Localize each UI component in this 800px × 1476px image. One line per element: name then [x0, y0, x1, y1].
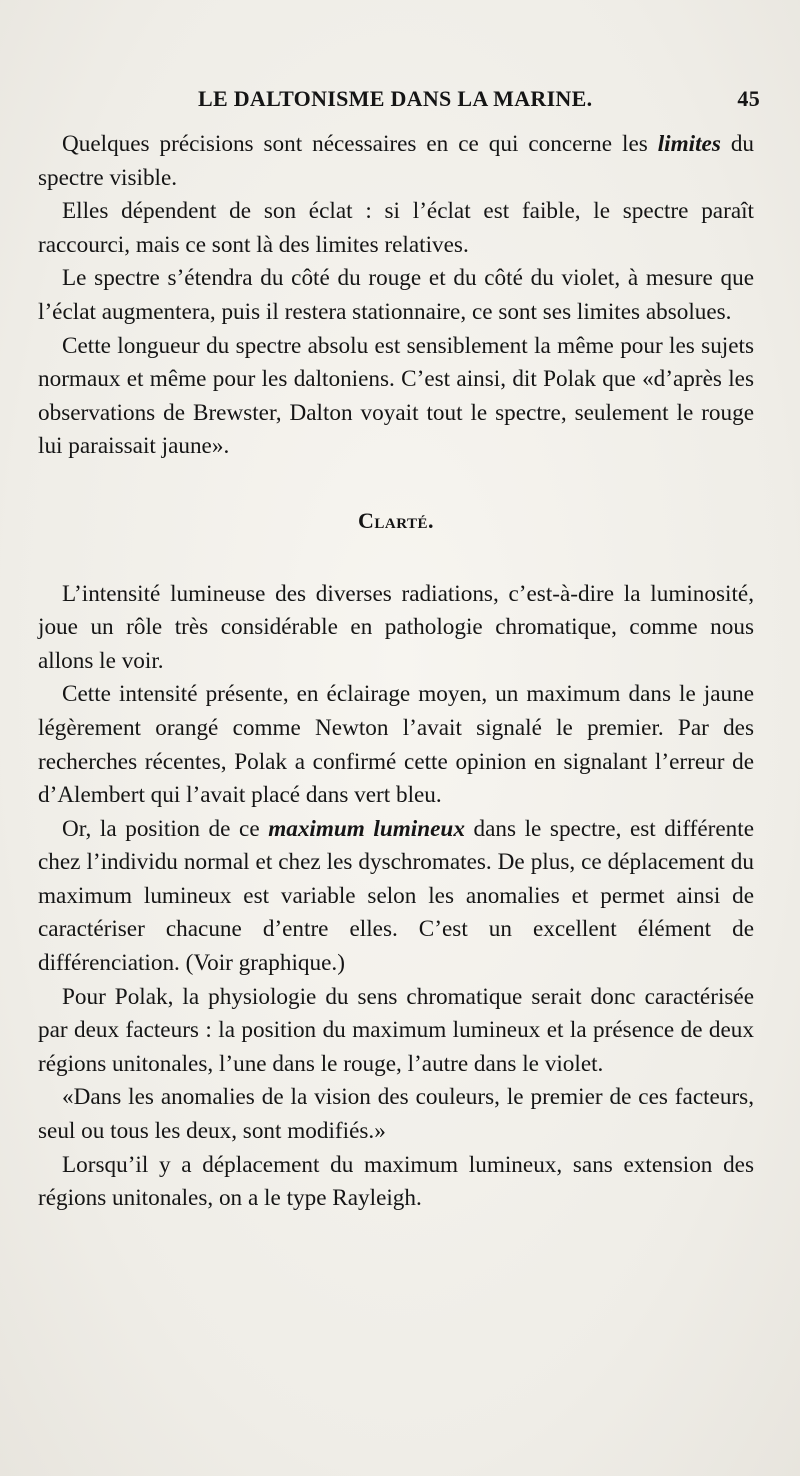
section-heading: Clarté. [357, 507, 435, 533]
paragraph-eclat: Elles dépendent de son éclat : si l’éclat est faible, le spectre paraît raccourci, mais ce sont là des limites relatives. [38, 198, 754, 258]
running-title: LE DALTONISME DANS LA MARINE. [198, 86, 593, 111]
paragraph-polak-facteurs: Pour Polak, la physiologie du sens chromatique serait donc caractérisée par deux facteurs : la position du maximum lumineux et la présence de deux régions unitonales, l’une dans le rouge, l’autre dans le violet. [38, 983, 754, 1077]
text-run: dans le spectre, est différente chez l’individu normal et chez les dyschromates. De plus, ce déplacement du maximum lumineux est variable selon les anomalies et permet ainsi de caractériser chacune d’entre elles. C’est un excellent élément de différenciation. (Voir graphique.) [38, 815, 754, 977]
paragraph-maximum-lumineux [38, 813, 754, 981]
text-run: du spectre visible. [38, 131, 755, 191]
paragraph-limites [38, 128, 754, 195]
page-number: 45 [737, 86, 760, 111]
body-text [38, 128, 754, 1216]
paragraph-type-rayleigh: Lorsqu’il y a déplacement du maximum lumineux, sans extension des régions unitonales, on a le type Rayleigh. [38, 1151, 754, 1212]
paragraph-limites-absolues: Le spectre s’étendra du côté du rouge et du côté du violet, à mesure que l’éclat augmentera, puis il restera stationnaire, ce sont ses limites absolues. [38, 265, 754, 325]
paragraph-longueur-spectre: Cette longueur du spectre absolu est sensiblement la même pour les sujets normaux et même pour les daltoniens. C’est ainsi, dit Polak que «d’après les observations de Brewster, Dalton voyait tout le spectre, seulement le rouge lui paraissait jaune». [38, 332, 754, 460]
text-run: Or, la position de ce [62, 815, 269, 842]
paragraph-maximum-jaune: Cette intensité présente, en éclairage moyen, un maximum dans le jaune légèrement orangé comme Newton l’avait signalé le premier. Par des recherches récentes, Polak a confirmé cette opinion en signalant l’erreur de d’Alembert qui l’avait placé dans vert bleu. [38, 681, 754, 809]
paragraph-intensite: L’intensité lumineuse des diverses radiations, c’est-à-dire la luminosité, joue un rôle très considérable en pathologie chromatique, comme nous allons le voir. [38, 580, 754, 674]
paragraph-anomalies-quote: «Dans les anomalies de la vision des couleurs, le premier de ces facteurs, seul ou tous les deux, sont modifiés.» [38, 1084, 754, 1145]
text-run: Quelques précisions sont nécessaires en ce qui concerne les [62, 131, 658, 157]
emphasis-limites: limites [657, 131, 721, 157]
emphasis-maximum-lumineux: maximum lumineux [268, 815, 465, 842]
